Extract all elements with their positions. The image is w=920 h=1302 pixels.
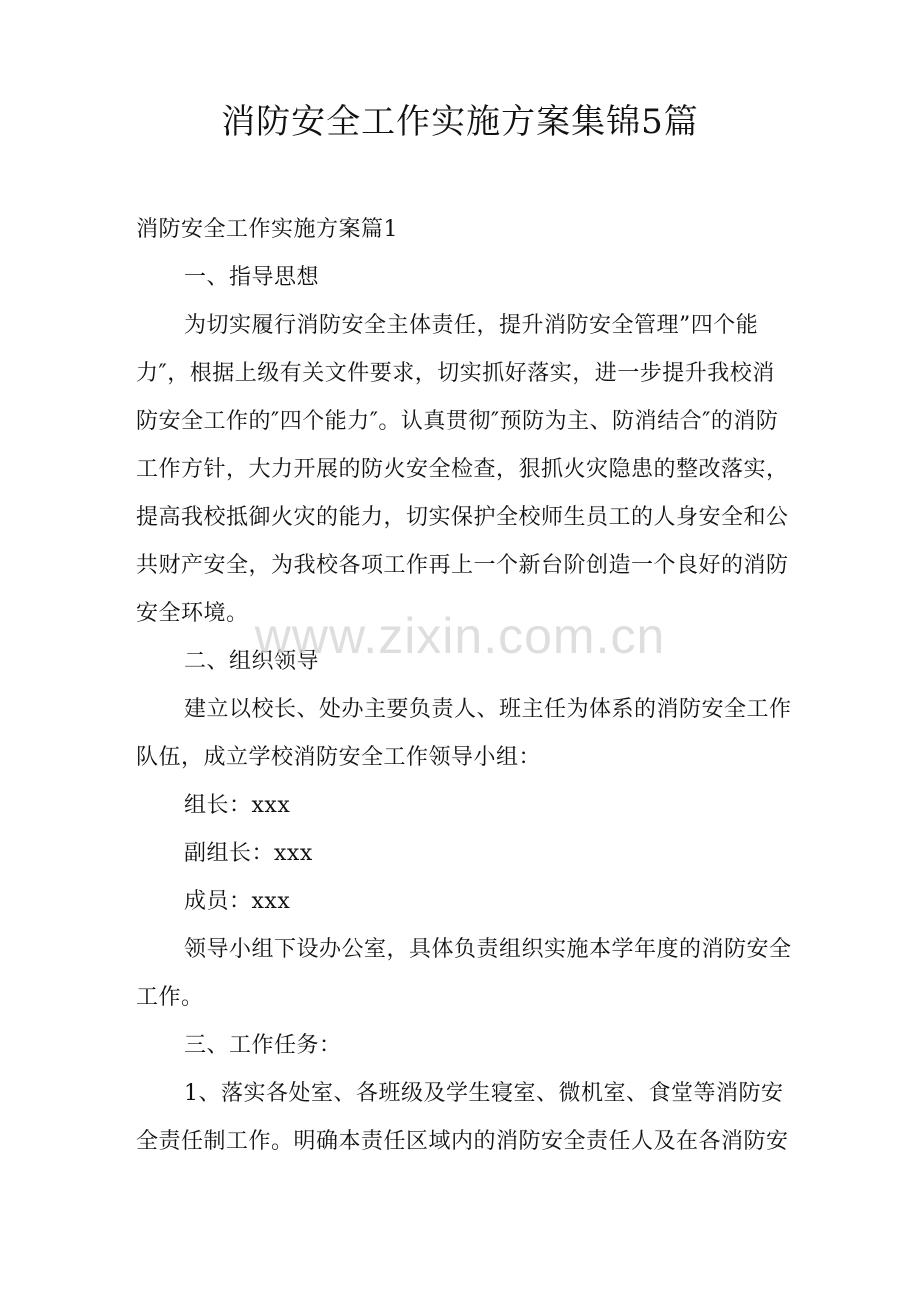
heading-organization: 二、组织领导 [184, 649, 320, 674]
heading-tasks: 三、工作任务： [184, 1033, 342, 1058]
document-title: 消防安全工作实施方案集锦5篇 [221, 102, 699, 142]
paragraph-guiding-ideology: 为切实履行消防安全主体责任，提升消防安全管理”四个能力″，根据上级有关文件要求，切实抓好落实，进一步提升我校消防安全工作的″四个能力″。认真贯彻″预防为主、防消结合″的消防工作方针，大力开展的防火安全检查，狠抓火灾隐患的整改落实，提高我校抵御火灾的能力，切实保护全校师生员工的人身安全和公共财产安全，为我校各项工作再上一个新台阶创造一个良好的消防安全环境。 [136, 313, 789, 626]
leader-line: 组长：xxx [184, 793, 291, 818]
paragraph-task-1: 1、落实各处室、各班级及学生寝室、微机室、食堂等消防安全责任制工作。明确本责任区域内的消防安全责任人及在各消防安 [136, 1081, 789, 1154]
members-line: 成员：xxx [184, 889, 291, 914]
deputy-leader-line: 副组长：xxx [184, 841, 313, 866]
document-body [136, 206, 796, 1166]
section-title: 消防安全工作实施方案篇1 [136, 217, 398, 242]
heading-guiding-ideology: 一、指导思想 [184, 265, 320, 290]
paragraph-organization: 建立以校长、处办主要负责人、班主任为体系的消防安全工作队伍，成立学校消防安全工作领导小组： [136, 697, 792, 770]
paragraph-office: 领导小组下设办公室，具体负责组织实施本学年度的消防安全工作。 [136, 937, 792, 1010]
watermark: www.zixin.com.cn [254, 608, 666, 664]
